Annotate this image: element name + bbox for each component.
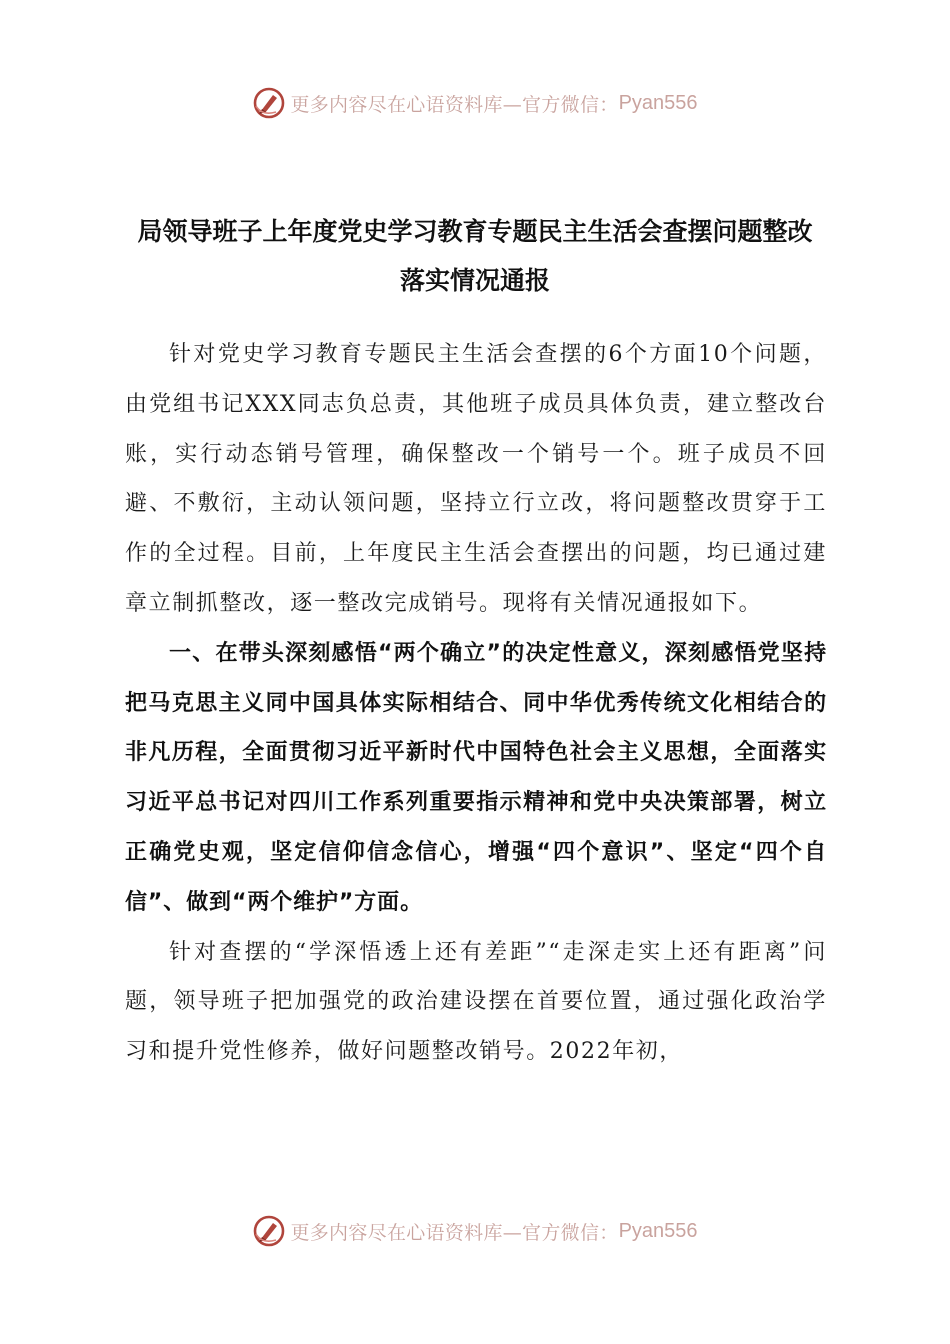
watermark-banner-top [0,83,950,123]
pen-nib-logo-icon [252,1214,286,1248]
watermark-banner-bottom [0,1211,950,1251]
intro-paragraph: 针对党史学习教育专题民主生活会查摆的6个方面10个问题，由党组书记XXX同志负总责，其他班子成员具体负责，建立整改台账，实行动态销号管理，确保整改一个销号一个。班子成员不回避、不敷衍，主动认领问题，坚持立行立改，将问题整改贯穿于工作的全过程。目前，上年度民主生活会查摆出的问题，均已通过建章立制抓整改，逐一整改完成销号。现将有关情况通报如下。 [125,342,827,616]
document-title [100,207,850,305]
document-body [125,330,827,1077]
watermark-wechat-id: Pyan556 [618,1219,698,1242]
title-line-1: 局领导班子上年度党史学习教育专题民主生活会查摆问题整改 [137,217,813,246]
watermark-text: 更多内容尽在心语资料库—官方微信： [290,1221,619,1244]
section-1-paragraph: 针对查摆的“学深悟透上还有差距”“走深走实上还有距离”问题，领导班子把加强党的政治建设摆在首要位置，通过强化政治学习和提升党性修养，做好问题整改销号。2022年初， [125,939,827,1065]
section-1-heading: 一、在带头深刻感悟“两个确立”的决定性意义，深刻感悟党坚持把马克思主义同中国具体实际相结合、同中华优秀传统文化相结合的非凡历程，全面贯彻习近平新时代中国特色社会主义思想，全面落实习近平总书记对四川工作系列重要指示精神和党中央决策部署，树立正确党史观，坚定信仰信念信心，增强“四个意识”、坚定“四个自信”、做到“两个维护”方面。 [125,640,827,915]
watermark-text: 更多内容尽在心语资料库—官方微信： [290,93,619,116]
pen-nib-logo-icon [252,86,286,120]
title-line-2: 落实情况通报 [399,266,550,295]
watermark-wechat-id: Pyan556 [618,91,698,114]
